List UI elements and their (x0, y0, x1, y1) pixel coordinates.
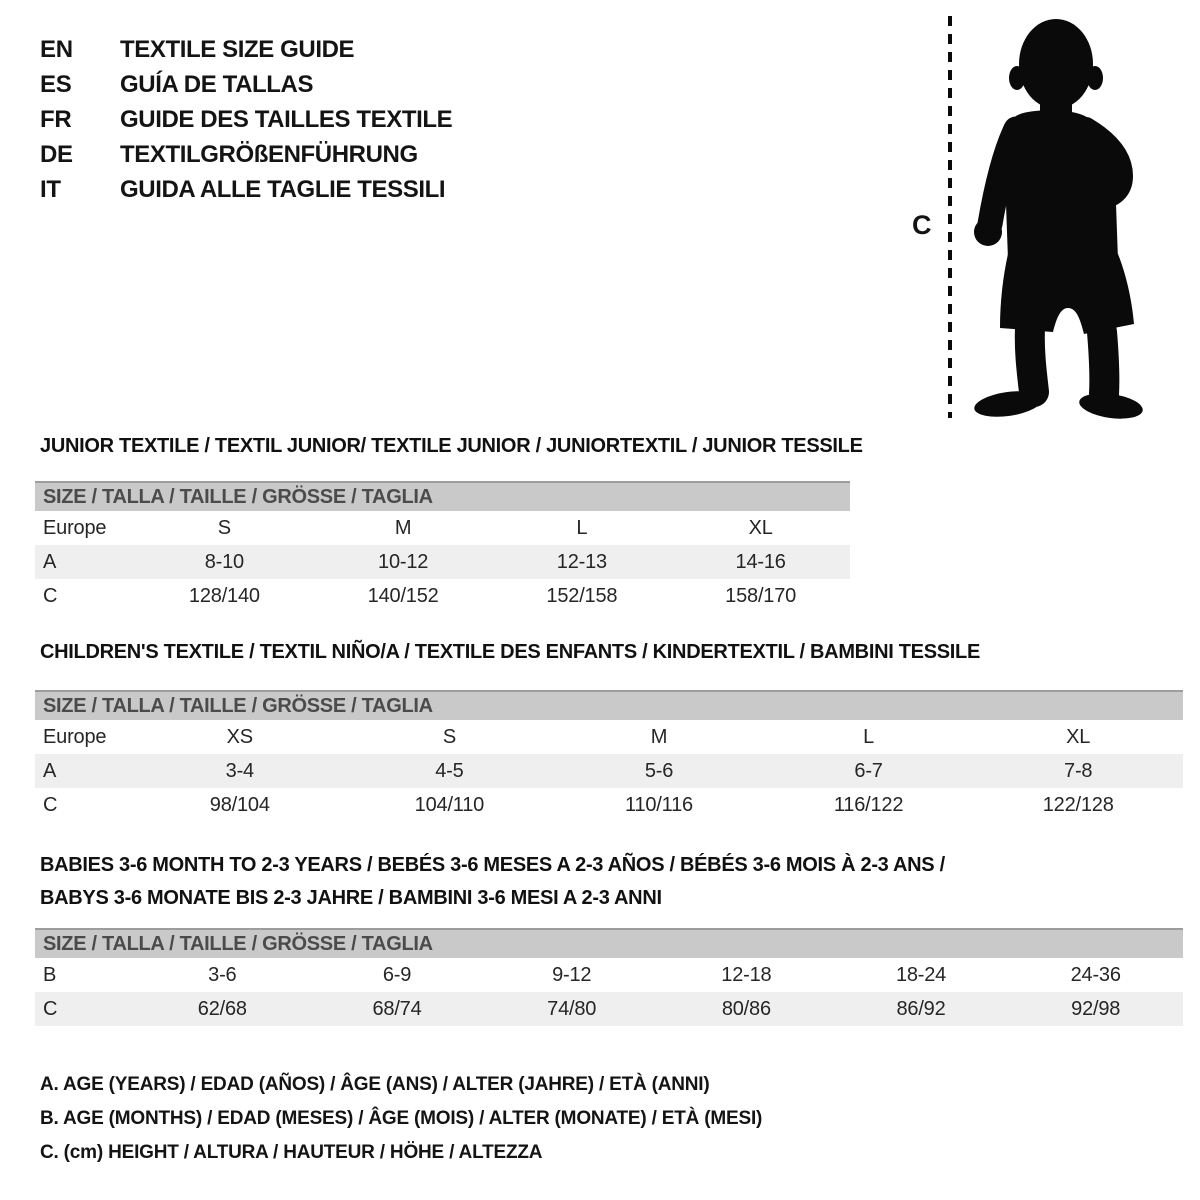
row-label: Europe (43, 725, 107, 748)
babies-heading-line1: BABIES 3-6 MONTH TO 2-3 YEARS / BEBÉS 3-6 MESES A 2-3 AÑOS / BÉBÉS 3-6 MOIS À 2-3 ANS / (40, 854, 945, 876)
value-cell: 116/122 (833, 793, 904, 816)
legend (40, 1068, 762, 1170)
language-title: GUIDE DES TAILLES TEXTILE (120, 105, 453, 133)
size-cell: L (576, 516, 588, 539)
language-title: GUIDA ALLE TAGLIE TESSILI (120, 175, 446, 203)
value-cell: 86/92 (896, 997, 946, 1020)
value-cell: 74/80 (547, 997, 597, 1020)
value-cell: 104/110 (414, 793, 485, 816)
value-cell: 14-16 (735, 550, 786, 573)
value-cell: 140/152 (367, 584, 439, 607)
value-cell: 62/68 (197, 997, 247, 1020)
babies-size-table (35, 928, 1183, 1026)
language-row (40, 102, 452, 137)
row-label: C (43, 997, 58, 1020)
legend-line-a: A. AGE (YEARS) / EDAD (AÑOS) / ÂGE (ANS) / ALTER (JAHRE) / ETÀ (ANNI) (40, 1074, 710, 1095)
language-row (40, 137, 452, 172)
size-cell: S (442, 725, 456, 748)
junior-size-table (35, 481, 850, 613)
children-size-table (35, 690, 1183, 822)
children-section-heading: CHILDREN'S TEXTILE / TEXTIL NIÑO/A / TEXTILE DES ENFANTS / KINDERTEXTIL / BAMBINI TESSILE (40, 641, 980, 663)
value-cell: 3-6 (208, 963, 237, 986)
table-row-height (35, 788, 1183, 822)
legend-line-b: B. AGE (MONTHS) / EDAD (MESES) / ÂGE (MOIS) / ALTER (MONATE) / ETÀ (MESI) (40, 1108, 763, 1129)
value-cell: 128/140 (188, 584, 260, 607)
value-cell: 9-12 (552, 963, 592, 986)
language-row (40, 172, 452, 207)
value-cell: 10-12 (378, 550, 429, 573)
value-cell: 68/74 (372, 997, 422, 1020)
value-cell: 110/116 (625, 793, 693, 816)
measure-label-c: C (912, 210, 932, 240)
row-label: B (43, 963, 57, 986)
language-title: TEXTILGRÖßENFÜHRUNG (120, 140, 418, 168)
language-row (40, 67, 452, 102)
value-cell: 80/86 (721, 997, 771, 1020)
size-cell: XL (1066, 725, 1091, 748)
table-header-bar: SIZE / TALLA / TAILLE / GRÖSSE / TAGLIA (35, 690, 1183, 720)
value-cell: 152/158 (546, 584, 618, 607)
language-code: ES (40, 70, 72, 98)
value-cell: 7-8 (1064, 759, 1093, 782)
size-cell: S (217, 516, 231, 539)
value-cell: 3-4 (225, 759, 254, 782)
size-cell: M (650, 725, 668, 748)
size-cell: M (394, 516, 412, 539)
row-label: A (43, 550, 57, 573)
value-cell: 18-24 (895, 963, 947, 986)
value-cell: 8-10 (204, 550, 244, 573)
language-title: TEXTILE SIZE GUIDE (120, 35, 355, 63)
row-label: C (43, 793, 58, 816)
legend-line-c: C. (cm) HEIGHT / ALTURA / HAUTEUR / HÖHE / ALTEZZA (40, 1142, 543, 1163)
row-label: A (43, 759, 57, 782)
language-code: IT (40, 175, 61, 203)
row-label: Europe (43, 516, 107, 539)
value-cell: 4-5 (435, 759, 464, 782)
table-row-europe (35, 511, 850, 545)
height-measure-dashed-line (948, 16, 952, 418)
table-row-height (35, 579, 850, 613)
toddler-silhouette-icon (956, 14, 1146, 422)
value-cell: 24-36 (1070, 963, 1121, 986)
value-cell: 92/98 (1071, 997, 1121, 1020)
table-row-months (35, 958, 1183, 992)
language-title-block (40, 32, 452, 207)
value-cell: 158/170 (725, 584, 797, 607)
value-cell: 12-13 (556, 550, 607, 573)
junior-section-heading: JUNIOR TEXTILE / TEXTIL JUNIOR/ TEXTILE JUNIOR / JUNIORTEXTIL / JUNIOR TESSILE (40, 435, 863, 457)
size-cell: L (863, 725, 875, 748)
value-cell: 6-7 (854, 759, 883, 782)
size-cell: XS (226, 725, 253, 748)
value-cell: 98/104 (209, 793, 270, 816)
value-cell: 6-9 (382, 963, 412, 986)
language-code: FR (40, 105, 72, 133)
table-row-age (35, 545, 850, 579)
language-code: DE (40, 140, 73, 168)
babies-section-heading (40, 849, 945, 915)
language-row (40, 32, 452, 67)
value-cell: 12-18 (721, 963, 772, 986)
size-cell: XL (748, 516, 773, 539)
table-row-europe (35, 720, 1183, 754)
row-label: C (43, 584, 58, 607)
babies-heading-line2: BABYS 3-6 MONATE BIS 2-3 JAHRE / BAMBINI 3-6 MESI A 2-3 ANNI (40, 887, 662, 909)
value-cell: 5-6 (644, 759, 674, 782)
value-cell: 122/128 (1042, 793, 1114, 816)
table-row-age (35, 754, 1183, 788)
language-code: EN (40, 35, 73, 63)
table-row-height (35, 992, 1183, 1026)
language-title: GUÍA DE TALLAS (120, 70, 314, 98)
table-header-bar: SIZE / TALLA / TAILLE / GRÖSSE / TAGLIA (35, 928, 1183, 958)
table-header-bar: SIZE / TALLA / TAILLE / GRÖSSE / TAGLIA (35, 481, 850, 511)
